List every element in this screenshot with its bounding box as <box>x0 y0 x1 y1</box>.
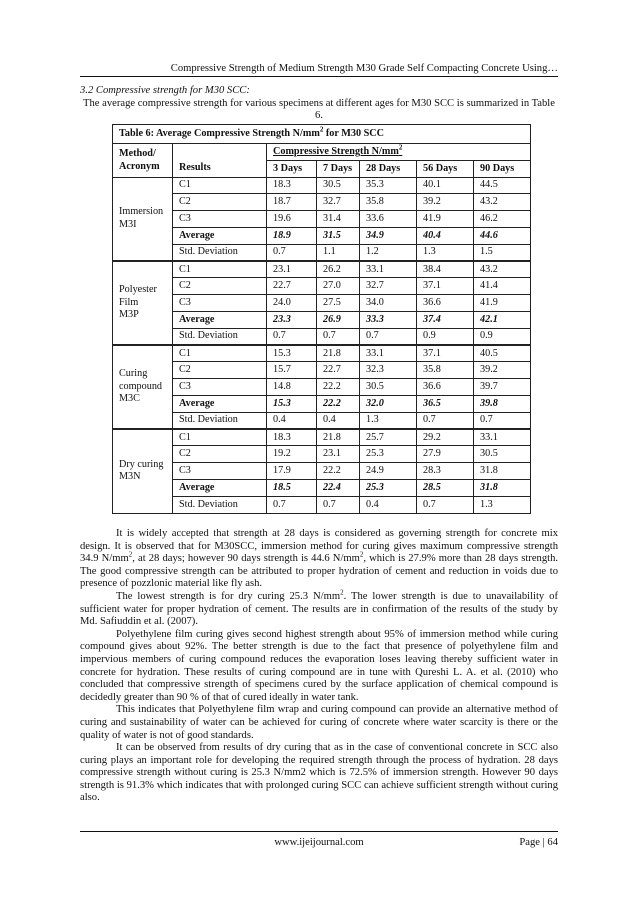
day-header: 3 Days <box>267 160 317 177</box>
method-cell <box>113 429 173 513</box>
strength-value: 22.2 <box>317 463 360 480</box>
strength-value: 44.6 <box>474 227 531 244</box>
day-header: 90 Days <box>474 160 531 177</box>
strength-value: 32.7 <box>317 194 360 211</box>
header-rule <box>80 76 558 77</box>
strength-value: 18.3 <box>267 429 317 446</box>
running-header: Compressive Strength of Medium Strength M30 Grade Self Compacting Concrete Using… <box>170 63 558 74</box>
table-row <box>113 261 531 278</box>
strength-value: 38.4 <box>417 261 474 278</box>
strength-value: 22.2 <box>317 379 360 396</box>
strength-value: 25.3 <box>360 446 417 463</box>
strength-value: 15.7 <box>267 362 317 379</box>
strength-value: 41.9 <box>417 211 474 228</box>
strength-value: 0.7 <box>360 328 417 345</box>
strength-value: 28.3 <box>417 463 474 480</box>
strength-value: 15.3 <box>267 395 317 412</box>
strength-value: 46.2 <box>474 211 531 228</box>
strength-value: 37.4 <box>417 311 474 328</box>
strength-value: 29.2 <box>417 429 474 446</box>
strength-value: 31.8 <box>474 463 531 480</box>
strength-value: 17.9 <box>267 463 317 480</box>
table-row <box>113 211 531 228</box>
strength-value: 28.5 <box>417 479 474 496</box>
strength-value: 33.1 <box>360 345 417 362</box>
strength-value: 41.4 <box>474 278 531 295</box>
result-label: C2 <box>173 362 267 379</box>
method-line: M3I <box>119 218 137 230</box>
strength-value: 21.8 <box>317 345 360 362</box>
strength-value: 23.1 <box>317 446 360 463</box>
strength-value: 26.2 <box>317 261 360 278</box>
strength-value: 26.9 <box>317 311 360 328</box>
strength-value: 42.1 <box>474 311 531 328</box>
strength-value: 36.6 <box>417 379 474 396</box>
strength-value: 36.5 <box>417 395 474 412</box>
strength-value: 0.9 <box>474 328 531 345</box>
table-row <box>113 463 531 480</box>
result-label: C2 <box>173 446 267 463</box>
strength-value: 40.5 <box>474 345 531 362</box>
strength-value: 33.1 <box>474 429 531 446</box>
day-header: 56 Days <box>417 160 474 177</box>
section-heading: 3.2 Compressive strength for M30 SCC: <box>80 85 250 96</box>
strength-value: 14.8 <box>267 379 317 396</box>
method-line: Dry curing <box>119 458 164 470</box>
strength-value: 1.3 <box>360 412 417 429</box>
strength-value: 18.3 <box>267 177 317 194</box>
result-label: C3 <box>173 295 267 312</box>
intro-paragraph: The average compressive strength for various specimens at different ages for M30 SCC is summarized in Table 6. <box>83 98 555 121</box>
strength-value: 34.9 <box>360 227 417 244</box>
strength-value: 0.7 <box>417 496 474 513</box>
result-label: Average <box>173 395 267 412</box>
strength-value: 43.2 <box>474 194 531 211</box>
strength-value: 15.3 <box>267 345 317 362</box>
method-cell <box>113 177 173 261</box>
result-label: C1 <box>173 345 267 362</box>
strength-value: 22.4 <box>317 479 360 496</box>
table-row <box>113 244 531 261</box>
strength-value: 21.8 <box>317 429 360 446</box>
strength-value: 44.5 <box>474 177 531 194</box>
strength-value: 27.0 <box>317 278 360 295</box>
strength-value: 0.4 <box>317 412 360 429</box>
compressive-strength-header: Compressive Strength $N/mm^2$ <box>267 144 531 161</box>
table-row <box>113 362 531 379</box>
strength-value: 18.9 <box>267 227 317 244</box>
strength-value: 24.0 <box>267 295 317 312</box>
strength-value: 1.3 <box>474 496 531 513</box>
result-label: C2 <box>173 278 267 295</box>
result-label: C2 <box>173 194 267 211</box>
strength-value: 22.7 <box>317 362 360 379</box>
table-row <box>113 345 531 362</box>
strength-value: 39.2 <box>417 194 474 211</box>
strength-value: 33.1 <box>360 261 417 278</box>
paragraph: This indicates that Polyethylene film wrap and curing compound can provide an alternative method of curing and sustainability of water can be achieved for curing of concrete where water scarcity is there or the quality of water is not of good standards. <box>80 704 558 741</box>
method-line: Immersion <box>119 206 164 218</box>
strength-value: 30.5 <box>474 446 531 463</box>
strength-value: 33.3 <box>360 311 417 328</box>
strength-value: 18.7 <box>267 194 317 211</box>
method-cell <box>113 261 173 345</box>
results-header: Results <box>173 160 267 177</box>
table-row <box>113 496 531 513</box>
strength-value: 34.0 <box>360 295 417 312</box>
result-label: Average <box>173 311 267 328</box>
result-label: C3 <box>173 463 267 480</box>
result-label: Std. Deviation <box>173 412 267 429</box>
paragraph: The lowest strength is for dry curing 25.3 $N/mm^2$. The lower strength is due to unavailability of sufficient water for proper hydration of cement. The results are in confirmation of the results of the study by Md. Safiuddin et al. (2007). <box>80 588 558 628</box>
footer-website: www.ijeijournal.com <box>274 837 364 848</box>
strength-value: 0.4 <box>360 496 417 513</box>
method-line: M3N <box>119 471 141 483</box>
strength-value: 0.7 <box>267 328 317 345</box>
strength-value: 23.3 <box>267 311 317 328</box>
table-row <box>113 479 531 496</box>
method-line: compound <box>119 380 163 392</box>
result-label: C3 <box>173 211 267 228</box>
strength-value: 40.4 <box>417 227 474 244</box>
strength-value: 0.7 <box>317 496 360 513</box>
strength-value: 31.8 <box>474 479 531 496</box>
strength-value: 32.3 <box>360 362 417 379</box>
strength-value: 1.1 <box>317 244 360 261</box>
strength-value: 22.2 <box>317 395 360 412</box>
strength-value: 0.7 <box>417 412 474 429</box>
strength-value: 22.7 <box>267 278 317 295</box>
table-row <box>113 295 531 312</box>
strength-value: 36.6 <box>417 295 474 312</box>
method-cell <box>113 345 173 429</box>
method-line: M3C <box>119 393 140 405</box>
strength-value: 23.1 <box>267 261 317 278</box>
strength-value: 39.8 <box>474 395 531 412</box>
result-label: Std. Deviation <box>173 244 267 261</box>
result-label: Std. Deviation <box>173 496 267 513</box>
strength-value: 1.2 <box>360 244 417 261</box>
strength-value: 41.9 <box>474 295 531 312</box>
strength-value: 35.3 <box>360 177 417 194</box>
paragraph: It can be observed from results of dry curing that as in the case of conventional concrete in SCC also curing plays an important role for developing the required strength through the process of hydration. 28 days compressive strength without curing is 25.3 N/mm2 which is 72.5% of immersion strength. However 90 days strength is 91.3% which indicates that with prolonged curing SCC can achieve sufficient strength without curing also. <box>80 742 558 804</box>
table-row <box>113 194 531 211</box>
footer-page-number: Page | 64 <box>519 837 558 848</box>
method-line: Film <box>119 296 139 308</box>
strength-value: 0.7 <box>317 328 360 345</box>
table-row <box>113 278 531 295</box>
strength-value: 31.4 <box>317 211 360 228</box>
strength-value: 30.5 <box>360 379 417 396</box>
strength-value: 0.7 <box>267 496 317 513</box>
method-line: M3P <box>119 309 139 321</box>
strength-value: 0.7 <box>474 412 531 429</box>
table-row <box>113 446 531 463</box>
strength-value: 25.7 <box>360 429 417 446</box>
strength-value: 27.9 <box>417 446 474 463</box>
strength-value: 1.3 <box>417 244 474 261</box>
method-header: Method/ Acronym <box>113 144 173 178</box>
table-row <box>113 227 531 244</box>
strength-value: 0.7 <box>267 244 317 261</box>
strength-value: 18.5 <box>267 479 317 496</box>
strength-table <box>112 124 531 514</box>
strength-value: 33.6 <box>360 211 417 228</box>
table-row <box>113 429 531 446</box>
strength-value: 0.9 <box>417 328 474 345</box>
day-header: 28 Days <box>360 160 417 177</box>
strength-value: 31.5 <box>317 227 360 244</box>
table-caption: Table 6: Average Compressive Strength $N/mm^2$ for M30 SCC <box>113 125 531 144</box>
strength-value: 32.0 <box>360 395 417 412</box>
table-row <box>113 379 531 396</box>
result-label: Average <box>173 479 267 496</box>
strength-value: 40.1 <box>417 177 474 194</box>
day-header: 7 Days <box>317 160 360 177</box>
result-label: Std. Deviation <box>173 328 267 345</box>
strength-value: 0.4 <box>267 412 317 429</box>
results-header-top <box>173 144 267 161</box>
strength-value: 35.8 <box>360 194 417 211</box>
result-label: C1 <box>173 429 267 446</box>
strength-value: 39.7 <box>474 379 531 396</box>
paragraph: Polyethylene film curing gives second highest strength about 95% of immersion method while curing compound gives about 92%. The better strength is due to the fact that presence of polyethylene film and impervious members of curing compound reduces the evaporation loses leaving thereby sufficient water in concrete for hydration. These results of curing compound are in tune with Qureshi L. A. et al. (2010) who concluded that compressive strength of specimens cured by the surface application of chemical compound is decidedly greater than 90 % of that of cured ideally in water tank. <box>80 628 558 703</box>
result-label: C1 <box>173 261 267 278</box>
strength-value: 19.2 <box>267 446 317 463</box>
result-label: C1 <box>173 177 267 194</box>
strength-value: 39.2 <box>474 362 531 379</box>
strength-value: 1.5 <box>474 244 531 261</box>
table-row <box>113 412 531 429</box>
table-row <box>113 311 531 328</box>
strength-value: 43.2 <box>474 261 531 278</box>
discussion-text <box>80 528 558 805</box>
paragraph: It is widely accepted that strength at 28 days is considered as governing strength for concrete mix design. It is observed that for M30SCC, immersion method for curing gives maximum compressive strength 34.9 $N/mm^2$, at 28 days; however 90 days strength is 44.6 $N/mm^2$, which is 27.9% more than 28 days strength. The good compressive strength can be attributed to proper hydration of cement and reduction in voids due to presence of pozzlonic material like fly ash. <box>80 528 559 590</box>
strength-value: 24.9 <box>360 463 417 480</box>
table-row <box>113 177 531 194</box>
strength-value: 30.5 <box>317 177 360 194</box>
strength-value: 32.7 <box>360 278 417 295</box>
result-label: C3 <box>173 379 267 396</box>
result-label: Average <box>173 227 267 244</box>
strength-value: 27.5 <box>317 295 360 312</box>
strength-value: 37.1 <box>417 278 474 295</box>
strength-value: 35.8 <box>417 362 474 379</box>
strength-value: 37.1 <box>417 345 474 362</box>
strength-value: 19.6 <box>267 211 317 228</box>
method-line: Curing <box>119 368 148 380</box>
footer-rule <box>80 831 558 832</box>
table-row <box>113 328 531 345</box>
strength-value: 25.3 <box>360 479 417 496</box>
table-row <box>113 395 531 412</box>
method-line: Polyester <box>119 284 157 296</box>
